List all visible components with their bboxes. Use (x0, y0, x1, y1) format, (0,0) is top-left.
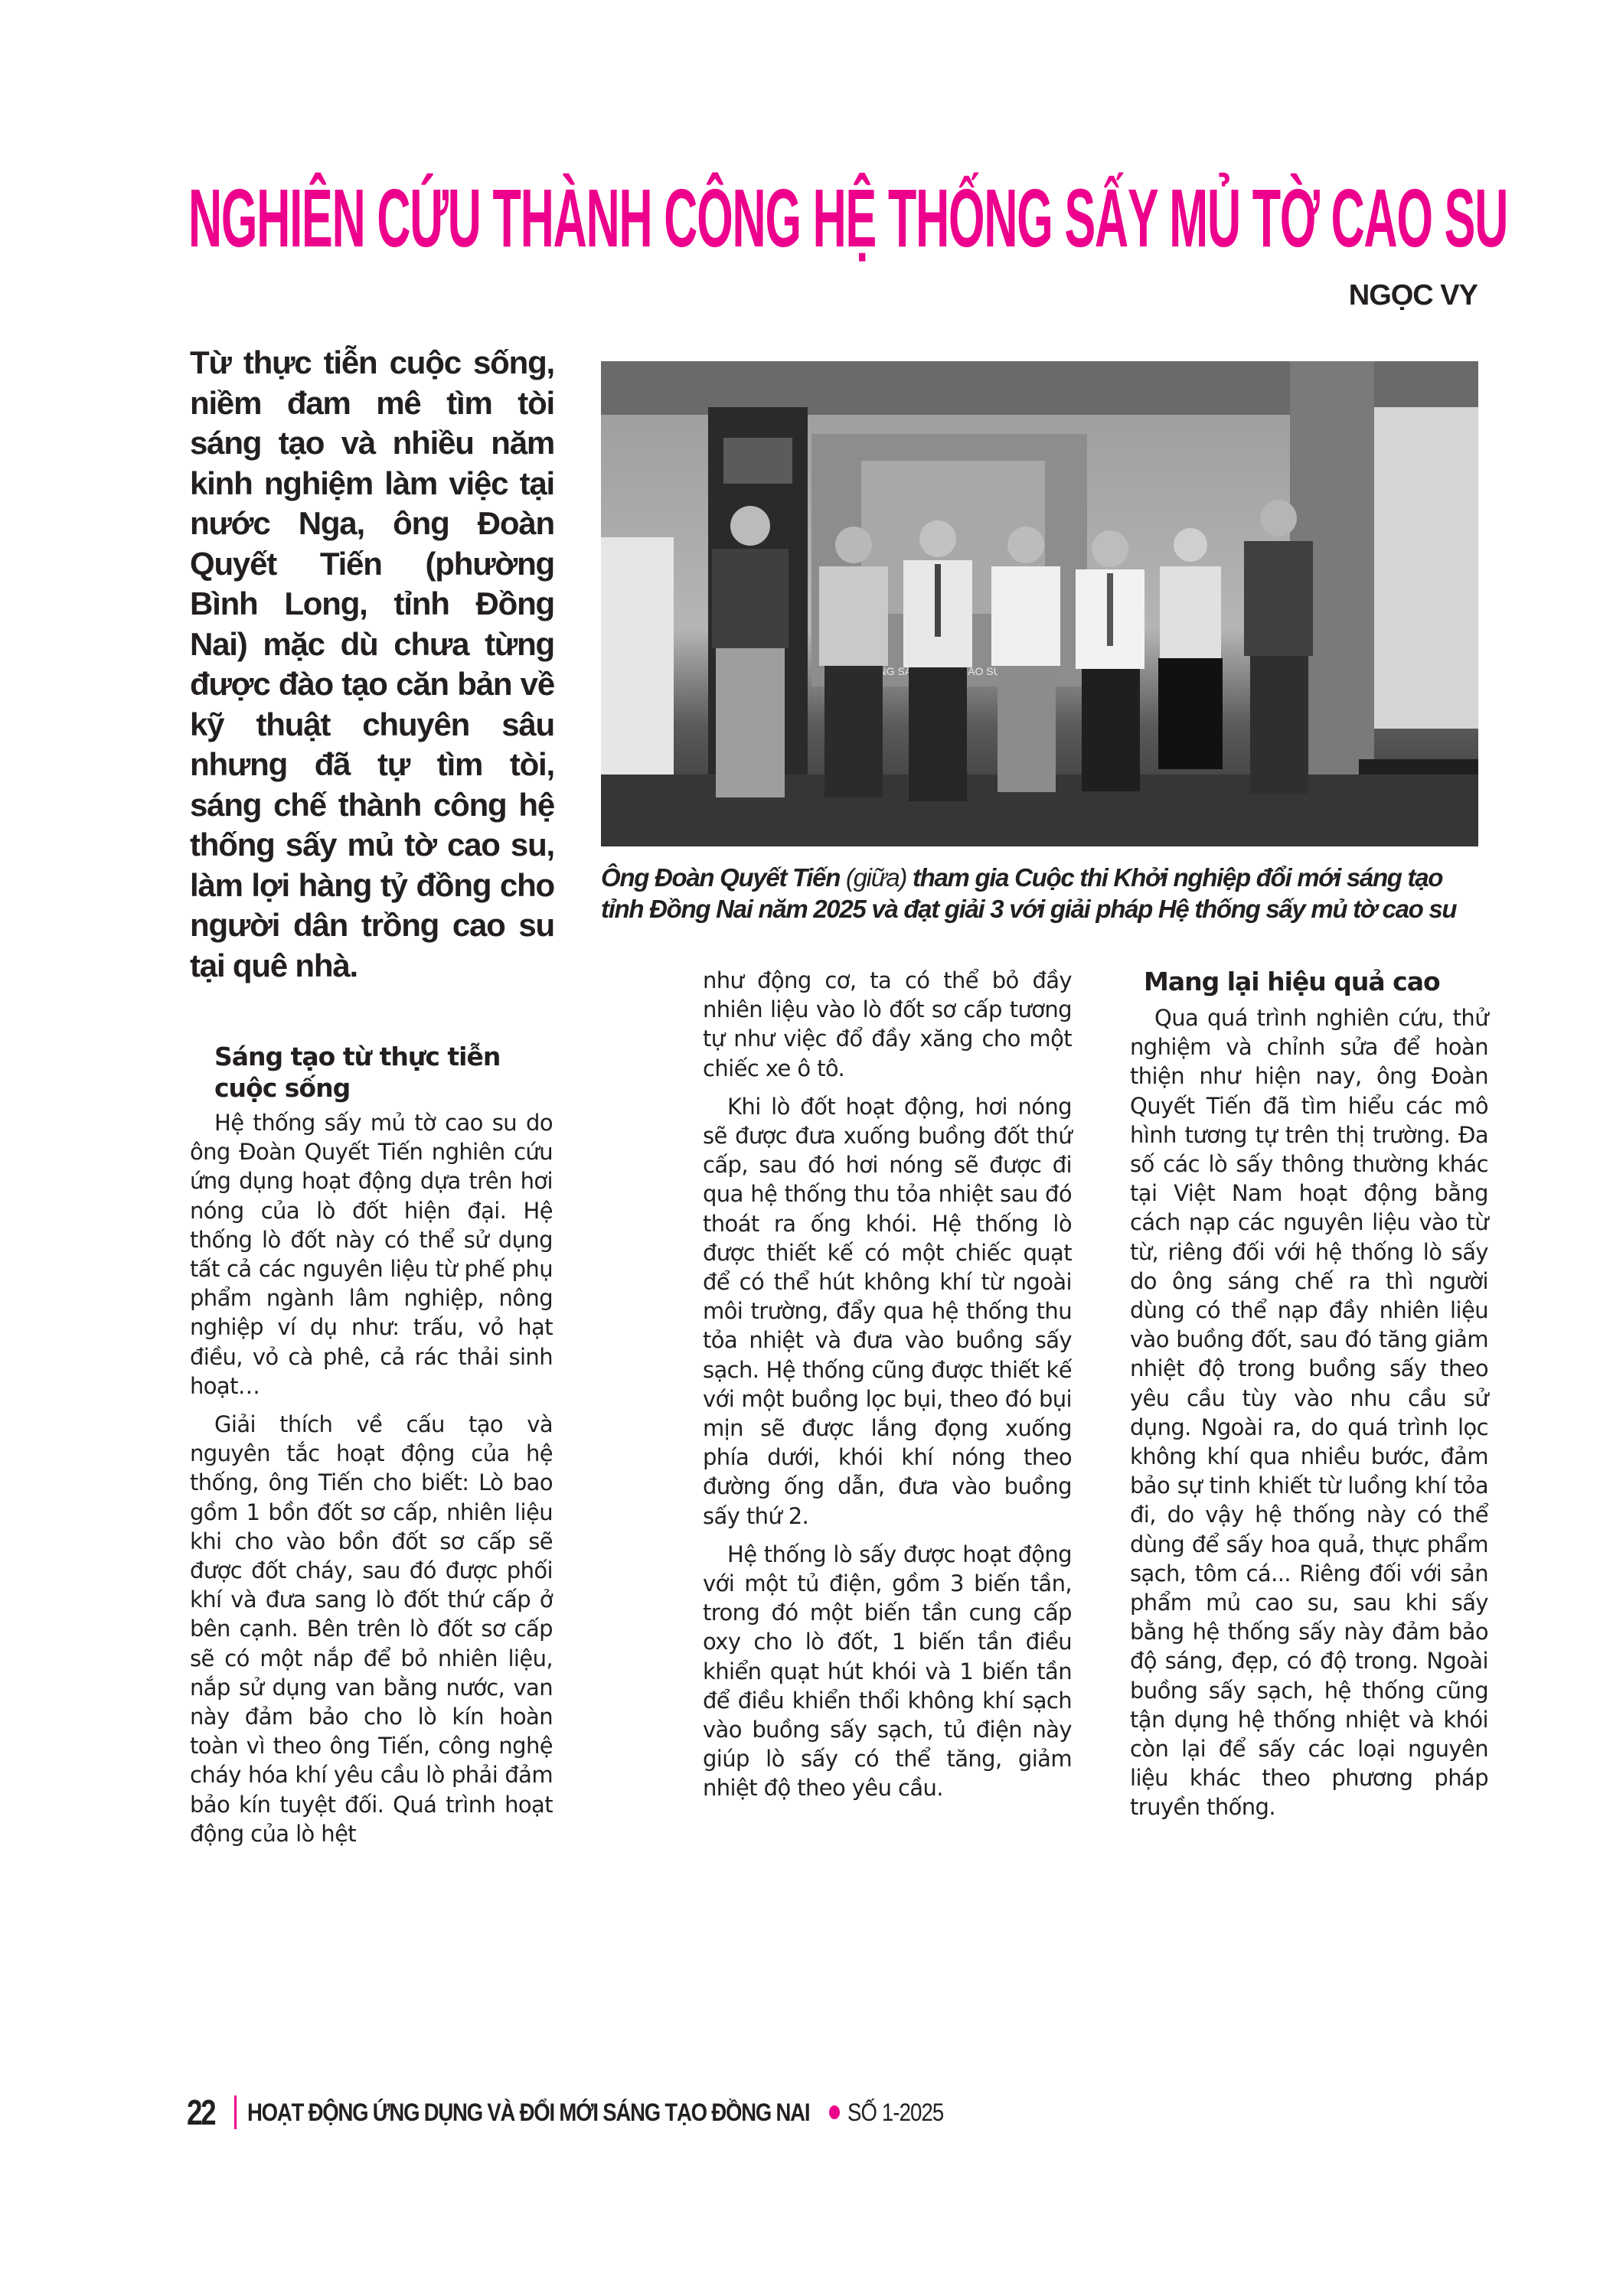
screen-text: SẤY CAO SU (897, 665, 1001, 677)
person (712, 506, 789, 797)
caption-note: (giữa) (840, 863, 913, 892)
caption-text: tham gia Cuộc thi Khởi nghiệp đổi mới sáng tạo tỉnh Đồng Nai năm 2025 và đạt giải 3 với giải pháp Hệ thống sấy mủ tờ cao su (601, 863, 1457, 923)
person (991, 527, 1060, 792)
body-paragraph-continued: như động cơ, ta có thể bỏ đầy nhiên liệu vào lò đốt sơ cấp tương tự như việc đổ đầy xăng cho một chiếc xe ô tô. (703, 967, 1072, 1081)
section-heading: Mang lại hiệu quả cao (1144, 967, 1440, 996)
body-paragraph: Khi lò đốt hoạt động, hơi nóng sẽ được đưa xuống buồng đốt thứ cấp, sau đó hơi nóng sẽ được đi qua hệ thống thu tỏa nhiệt sau đó thoát ra ống khói. Hệ thống lò được thiết kế có một chiếc quạt để có thể hút không khí từ ngoài môi trường, đẩy qua hệ thống thu tỏa nhiệt và đưa vào buồng sấy sạch. Hệ thống cũng được thiết kế với một buồng lọc bụi, theo đó bụi mịn sẽ được lắng đọng xuống phía dưới, khói khí nóng theo đường ống dẫn, đưa vào buồng sấy thứ 2. (703, 1093, 1072, 1529)
person (1244, 500, 1313, 794)
lead-paragraph: Từ thực tiễn cuộc sống, niềm đam mê tìm tòi sáng tạo và nhiều năm kinh nghiệm làm việc tại nước Nga, ông Đoàn Quyết Tiến (phường Bình Long, tỉnh Đồng Nai) mặc dù chưa từng được đào tạo căn bản về kỹ thuật chuyên sâu nhưng đã tự tìm tòi, sáng chế thành công hệ thống sấy mủ tờ cao su, làm lợi hàng tỷ đồng cho người dân trồng cao su tại quê nhà. (190, 344, 554, 983)
article-title: NGHIÊN CỨU THÀNH CÔNG HỆ THỐNG SẤY MỦ TỜ CAO SU (188, 171, 1508, 264)
column-3 (1130, 966, 1488, 1831)
column-2 (703, 966, 1072, 1812)
issue-number: SỐ 1-2025 (847, 2098, 944, 2126)
photo-caption (601, 862, 1478, 925)
page-number: 22 (187, 2092, 215, 2132)
caption-subject: Ông Đoàn Quyết Tiến (601, 863, 841, 892)
publication-name: HOẠT ĐỘNG ỨNG DỤNG VÀ ĐỔI MỚI SÁNG TẠO ĐỒNG NAI (247, 2098, 810, 2126)
body-paragraph: Giải thích về cấu tạo và nguyên tắc hoạt động của hệ thống, ông Tiến cho biết: Lò bao gồm 1 bồn đốt sơ cấp, nhiên liệu khi cho vào bồn đốt sơ cấp sẽ được đốt cháy, sau đó được phối khí và đưa sang lò đốt thứ cấp ở bên cạnh. Bên trên lò đốt sơ cấp sẽ có một nắp để bỏ nhiên liệu, nắp sử dụng van bằng nước, van này đảm bảo cho lò kín hoàn toàn vì theo ông Tiến, công nghệ cháy hóa khí yêu cầu lò phải đảm bảo kín tuyệt đối. Quá trình hoạt động của lò hệt (190, 1411, 553, 1847)
flag-icon (723, 438, 792, 484)
person (819, 527, 888, 797)
body-paragraph: Hệ thống lò sấy được hoạt động với một tủ điện, gồm 3 biến tần, trong đó một biến tần cung cấp oxy cho lò đốt, 1 biến tần điều khiển quạt hút khói và 1 biến tần để điều khiển thổi không khí sạch vào buồng sấy sạch, tủ điện này giúp lò sấy có thể tăng, giảm nhiệt độ theo yêu cầu. (703, 1541, 1072, 1802)
column-1 (190, 1041, 553, 1857)
body-paragraph: Qua quá trình nghiên cứu, thử nghiệm và chỉnh sửa để hoàn thiện như hiện nay, ông Đoàn Quyết Tiến đã tìm hiểu các mô hình tương tự trên thị trường. Đa số các lò sấy thông thường khác tại Việt Nam hoạt động bằng cách nạp các nguyên liệu vào từ từ, riêng đối với hệ thống lò sấy do ông sáng chế ra thì người dùng có thể nạp đầy nhiên liệu vào buồng đốt, sau đó tăng giảm nhiệt độ trong buồng sấy theo yêu cầu tùy vào nhu cầu sử dụng. Ngoài ra, do quá trình lọc không khí qua nhiều bước, đảm bảo sự tinh khiết từ luồng khí tỏa đi, do vậy hệ thống này có thể dùng để sấy hoa quả, thực phẩm sạch, tôm cá... Riêng đối với sản phẩm mủ cao su, sau khi sấy bằng hệ thống sấy này đảm bảo độ sáng, đẹp, có độ trong. Ngoài buồng sấy sạch, hệ thống cũng tận dụng hệ thống nhiệt và khói còn lại để sấy các loại nguyên liệu khác theo phương pháp truyền thống. (1130, 1005, 1488, 1821)
bullet-dot-icon (829, 2105, 840, 2119)
person (1076, 530, 1144, 791)
author-byline: NGỌC VY (1348, 279, 1478, 311)
article-photo (601, 361, 1478, 846)
page-footer (187, 2092, 959, 2132)
section-heading: Sáng tạo từ thực tiễn cuộc sống (214, 1042, 501, 1103)
footer-divider (234, 2095, 237, 2129)
body-paragraph: Hệ thống sấy mủ tờ cao su do ông Đoàn Quyết Tiến nghiên cứu ứng dụng hoạt động dựa trên hơi nóng của lò đốt hiện đại. Hệ thống lò đốt này có thể sử dụng tất cả các nguyên liệu từ phế phụ phẩm ngành lâm nghiệp, nông nghiệp ví dụ như: trấu, vỏ hạt điều, vỏ cà phê, cả rác thải sinh hoạt… (190, 1110, 553, 1399)
group-photo-image (601, 361, 1478, 846)
person (903, 520, 972, 801)
